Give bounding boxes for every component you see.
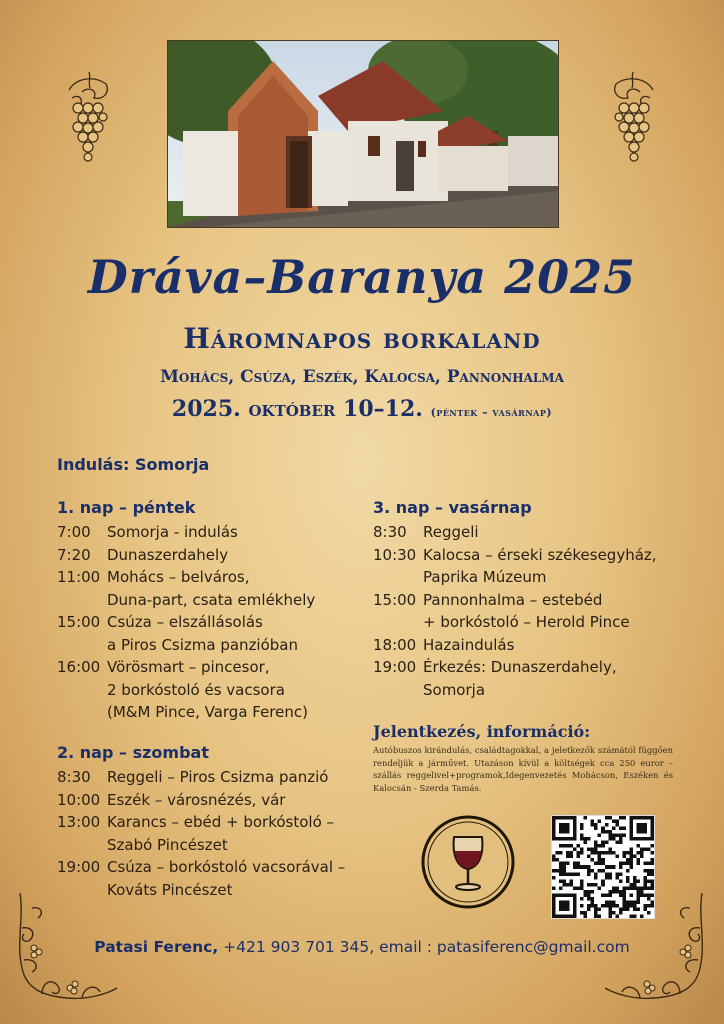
schedule-row: [57, 544, 357, 567]
poster-title: Dráva–Baranya 2025: [87, 250, 637, 304]
day-2-schedule: [57, 742, 357, 901]
schedule-desc: Pannonhalma – estebéd + borkóstoló – Herold Pince: [423, 590, 630, 631]
schedule-desc: Mohács – belváros, Duna-part, csata emlékhely: [107, 568, 316, 609]
wine-glass-icon: [421, 815, 515, 909]
schedule-time: 8:30: [57, 768, 91, 786]
schedule-desc: Érkezés: Dunaszerdahely, Somorja: [423, 658, 617, 699]
date-line: [0, 396, 724, 422]
grape-ornament-icon: [608, 70, 658, 170]
schedule-desc: Karancs – ebéd + borkóstoló – Szabó Pincészet: [107, 813, 335, 854]
poster-subtitle: Háromnapos borkaland: [183, 322, 541, 355]
schedule-row: [57, 656, 357, 724]
schedule-desc: Csúza – borkóstoló vacsorával – Kováts Pincészet: [107, 858, 346, 899]
date-main: 2025. október 10–12.: [171, 396, 423, 422]
schedule-desc: Dunaszerdahely: [107, 545, 229, 564]
schedule-time: 10:30: [373, 545, 417, 564]
cellar-photo: [167, 40, 559, 228]
schedule-row: [57, 611, 357, 656]
day-3-schedule: [373, 497, 693, 701]
schedule-row: [57, 566, 357, 611]
grape-ornament-icon: [64, 70, 114, 170]
schedule-row: [373, 634, 693, 657]
day-2-title: 2. nap – szombat: [57, 743, 209, 762]
schedule-desc: Vörösmart – pincesor, 2 borkóstoló és vacsora (M&M Pince, Varga Ferenc): [107, 658, 308, 721]
schedule-time: 7:20: [57, 545, 91, 564]
schedule-row: [57, 811, 357, 856]
schedule-row: [373, 589, 693, 634]
schedule-time: 18:00: [373, 635, 417, 654]
cities-line: Mohács, Csúza, Eszék, Kalocsa, Pannonhalma: [160, 367, 564, 387]
day-1-title: 1. nap – péntek: [57, 498, 196, 517]
day-3-title: 3. nap – vasárnap: [373, 498, 532, 517]
schedule-time: 15:00: [373, 590, 417, 609]
schedule-time: 10:00: [57, 790, 101, 809]
date-note: (péntek – vasárnap): [430, 406, 553, 419]
info-section: [373, 722, 673, 794]
departure-label: Indulás: Somorja: [57, 455, 210, 474]
schedule-row: [373, 521, 693, 544]
schedule-time: 11:00: [57, 568, 101, 586]
schedule-desc: Somorja - indulás: [107, 523, 238, 541]
schedule-time: 19:00: [373, 658, 417, 676]
info-text: Autóbuszos kirándulás, családtagokkal, a jeletkezők számától függően rendeljük a járművet. Utazáson kívül a költségek cca 250 euror – szállás reggelivel+programok,Idegenvezetés Mohácson, Eszéken és Kalocsán - Szerda Tamás.: [373, 745, 673, 793]
schedule-time: 13:00: [57, 813, 101, 831]
schedule-time: 8:30: [373, 523, 407, 541]
contact-details: +421 903 701 345, email : patasiferenc@gmail.com: [218, 938, 630, 956]
schedule-time: 7:00: [57, 523, 91, 541]
schedule-desc: Csúza – elszállásolás a Piros Csizma panzióban: [107, 613, 299, 654]
schedule-desc: Eszék – városnézés, vár: [107, 790, 286, 809]
schedule-desc: Reggeli – Piros Csizma panzió: [107, 768, 329, 786]
schedule-row: [57, 789, 357, 812]
schedule-time: 16:00: [57, 658, 101, 676]
schedule-desc: Kalocsa – érseki székesegyház, Paprika Múzeum: [423, 545, 657, 586]
schedule-row: [373, 656, 693, 701]
schedule-time: 15:00: [57, 613, 101, 631]
schedule-row: [373, 544, 693, 589]
schedule-row: [57, 521, 357, 544]
info-heading: Jelentkezés, információ:: [373, 722, 591, 741]
schedule-desc: Hazaindulás: [423, 635, 515, 654]
contact-name: Patasi Ferenc,: [94, 938, 219, 956]
schedule-time: 19:00: [57, 858, 101, 876]
contact-line: [0, 938, 724, 956]
day-1-schedule: [57, 497, 357, 724]
schedule-row: [57, 766, 357, 789]
schedule-desc: Reggeli: [423, 523, 479, 541]
